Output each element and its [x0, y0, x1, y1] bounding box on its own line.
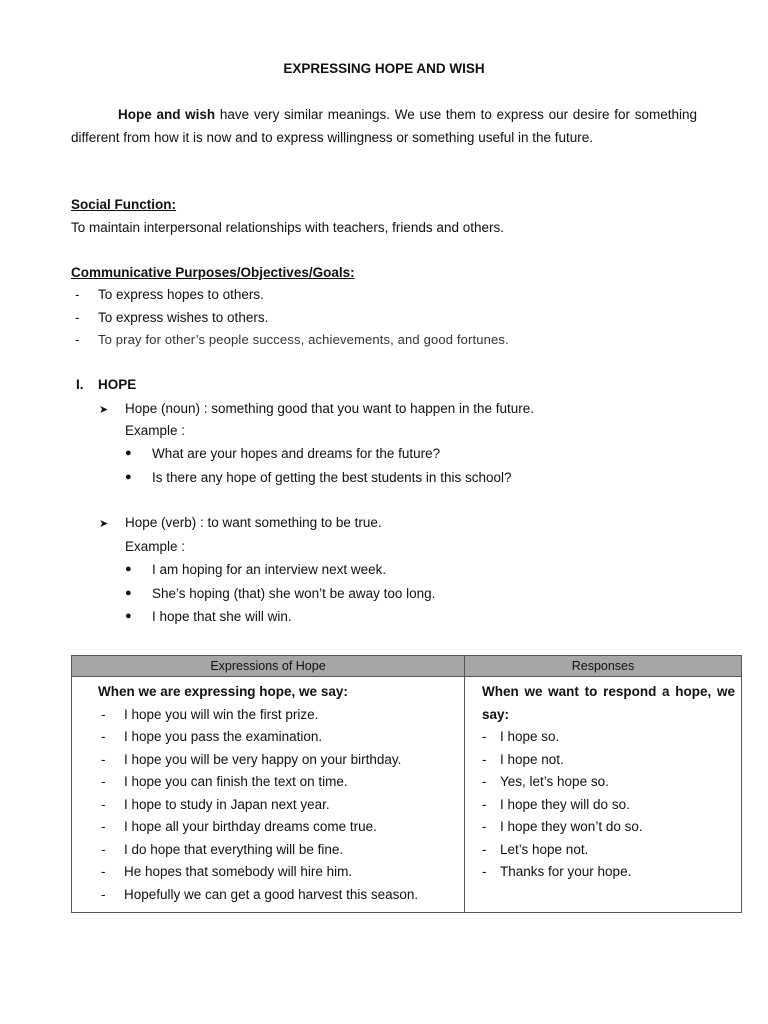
list-item: - I hope you can finish the text on time.	[101, 774, 348, 789]
bullet-icon: ●	[125, 586, 132, 599]
purposes-heading: Communicative Purposes/Objectives/Goals:	[71, 265, 355, 280]
list-item: - I do hope that everything will be fine.	[101, 841, 344, 857]
expressions-table	[71, 655, 742, 913]
intro-paragraph	[71, 104, 697, 149]
example-label: Example :	[125, 423, 186, 438]
intro-bold-lead: Hope and wish	[118, 107, 216, 122]
column-header: Expressions of Hope	[72, 656, 465, 677]
list-item: - Yes, let’s hope so.	[482, 774, 609, 789]
responses-cell	[465, 677, 742, 913]
column-header: Responses	[465, 656, 742, 677]
bullet-icon: ●	[125, 447, 132, 459]
list-item: - Hopefully we can get a good harvest this season.	[101, 886, 419, 902]
social-function-text: To maintain interpersonal relationships with teachers, friends and others.	[71, 220, 504, 235]
list-item: - I hope all your birthday dreams come true.	[101, 819, 377, 834]
page-title: EXPRESSING HOPE AND WISH	[283, 61, 485, 76]
example-label: Example :	[125, 539, 186, 554]
bullet-icon: ●	[125, 610, 132, 622]
arrow-bullet-icon: ➤	[99, 404, 109, 416]
expressions-intro: When we are expressing hope, we say:	[98, 684, 348, 699]
list-item: - I hope not.	[482, 751, 564, 767]
list-item: - I hope so.	[482, 729, 560, 744]
responses-intro: When we want to respond a hope, we say:	[482, 684, 735, 722]
list-item: - I hope to study in Japan next year.	[101, 796, 330, 812]
bullet-icon: ●	[125, 470, 132, 483]
section-numeral: I.	[76, 377, 84, 392]
list-item: - I hope they will do so.	[482, 796, 630, 812]
section-hope-heading	[76, 377, 136, 392]
bullet-icon: ●	[125, 563, 132, 575]
expressions-cell	[72, 677, 465, 913]
table-row	[72, 677, 742, 913]
hope-verb-definition: ➤ Hope (verb) : to want something to be true.	[99, 515, 382, 530]
arrow-bullet-icon: ➤	[99, 518, 109, 530]
expressions-list	[72, 704, 464, 907]
list-item: - I hope you will win the first prize.	[101, 706, 319, 722]
intro-text: have very similar meanings. We use them to express our desire for something different from how it is now and to express willingness or something useful in the future.	[71, 107, 697, 145]
responses-list	[465, 726, 741, 884]
section-title: HOPE	[98, 377, 137, 392]
list-item: - I hope they won’t do so.	[482, 819, 643, 834]
list-item: - I hope you pass the examination.	[101, 729, 323, 744]
social-function-heading: Social Function:	[71, 197, 177, 212]
table-header-row	[72, 656, 742, 677]
list-item: - Thanks for your hope.	[482, 864, 632, 879]
hope-noun-definition: ➤ Hope (noun) : something good that you want to happen in the future.	[99, 401, 535, 416]
list-item: - I hope you will be very happy on your birthday.	[101, 751, 402, 767]
document-page: EXPRESSING HOPE AND WISH Hope and wish have very similar meanings. We use them to express our desire for something different from how it is now and to express willingness or something useful in the future. Social Function: To maintain interpersonal relationships with teachers, friends and others. Communicative Purposes/Objectives/Goals: - To express hopes to others. - To express wishes to others. - To pray for other’s people success, achievements, and good fortunes. I. HOPE ➤ Hope (noun) : something good that you want to happen in the future. Example : ● What are your hopes and dreams for the future? ● Is there any hope of getting the best students in this school? ➤ Hope (verb) : to want something to be true. Example : ● I am hoping for an interview next week. ● She’s hoping (that) she won’t be away too long. ● I hope that she will win. Expressions of Hope Responses When we are expressing hope, we say: - I hope you will win the first prize. - I hope you pass the examination. - I hope you will be very happy on your birthday. - I hope you can finish the text on time. - I hope to study in Japan next year. - I hope all your birthday dreams come true. - I do hope that everything will be fine. - He hopes that somebody will hire him. - Hopefully we can get a good harvest this season. When we want to respond a hope, we say: - I hope so. - I hope not. - Yes, let’s hope so. - I hope they will do so. - I hope they won’t do so. - Let’s hope not. - Thanks for your hope.	[0, 0, 768, 1024]
list-item: - Let’s hope not.	[482, 841, 589, 857]
list-item: - He hopes that somebody will hire him.	[101, 864, 353, 879]
